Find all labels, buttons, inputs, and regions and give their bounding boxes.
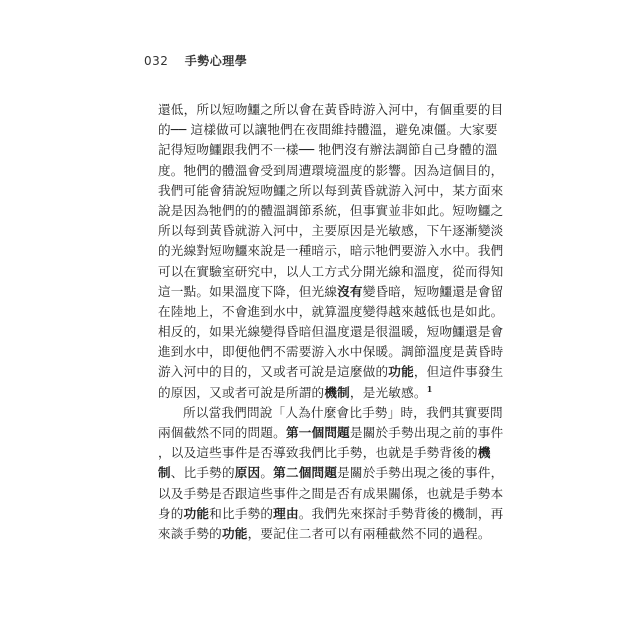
text-line: 我們可能會猜說短吻鱷之所以每到黃昏就游入河中，某方面來 (158, 182, 504, 198)
paragraph-2 (158, 403, 504, 544)
paragraph-1 (158, 100, 504, 403)
text-run: 是關於手勢出現之後的事件， (337, 465, 504, 481)
text-line (158, 383, 488, 403)
emphasis-text: 第二個問題 (273, 465, 338, 481)
emphasis-text: 機 (477, 445, 491, 461)
text-line (158, 282, 504, 302)
text-line (158, 463, 504, 483)
footnote-reference[interactable]: 1 (426, 383, 433, 394)
emphasis-text: 第一個問題 (285, 425, 350, 440)
emphasis-text: 機制 (324, 384, 350, 400)
emphasis-text: 功能 (221, 525, 248, 541)
emphasis-text: 原因 (234, 465, 261, 481)
text-line: 所以當我們問說「人為什麼會比手勢」時，我們其實要問 (183, 404, 503, 420)
text-line: 在陸地上，不會進到水中，就算溫度變得越來越低也是如此。 (158, 303, 504, 319)
text-run: 和比手勢的 (209, 505, 274, 521)
text-line: 所以每到黃昏就游入河中，主要原因是光敏感，下午逐漸變淡 (158, 223, 504, 239)
text-run: 。 (260, 465, 274, 481)
text-run: 兩個截然不同的問題。 (158, 425, 286, 440)
emphasis-text: 沒有 (337, 283, 363, 299)
emphasis-text: 制 (158, 465, 171, 481)
text-line: 度。牠們的體溫會受到周遭環境溫度的影響。因為這個目的， (158, 162, 504, 178)
text-line: 相反的，如果光線變得昏暗但溫度還是很溫暖，短吻鱷還是會 (158, 324, 504, 340)
text-run: ，以及這些事件是否導致我們比手勢，也就是手勢背後的 (158, 445, 478, 461)
text-run: ，但這件事發生 (413, 364, 504, 380)
text-line: 的光線對短吻鱷來說是一種暗示，暗示牠們要游入水中。我們 (158, 243, 504, 259)
page-number: 032 (144, 54, 169, 68)
text-line: 進到水中，即便他們不需要游入水中保暖。調節溫度是黃昏時 (158, 344, 504, 360)
text-run: 、比手勢的 (170, 465, 235, 481)
text-run: ，要記住二者可以有兩種截然不同的過程。 (247, 525, 491, 541)
emphasis-text: 理由 (273, 505, 299, 521)
text-line (158, 362, 504, 382)
text-run: 變昏暗，短吻鱷還是會留 (362, 283, 504, 299)
text-run: 這一點。如果溫度下降，但光線 (158, 283, 338, 299)
text-run: 是關於手勢出現之前的事件 (349, 425, 504, 440)
text-line: 以及手勢是否跟這些事件之間是否有成果關係，也就是手勢本 (158, 485, 504, 501)
text-run: 身的 (158, 505, 184, 521)
emphasis-text: 功能 (388, 364, 414, 380)
text-line: 記得短吻鱷跟我們不一樣── 牠們沒有辦法調節自己身體的溫 (158, 142, 498, 158)
running-header (144, 52, 247, 69)
text-run: 。我們先來探討手勢背後的機制，再 (298, 505, 504, 521)
text-line: 說是因為牠們的的體溫調節系統，但事實並非如此。短吻鱷之 (158, 202, 504, 218)
text-run: ，是光敏感。 (349, 384, 427, 400)
text-line (158, 423, 504, 443)
text-line: 還低，所以短吻鱷之所以會在黃昏時游入河中，有個重要的目 (158, 102, 504, 117)
text-line (158, 504, 504, 524)
text-run: 的原因，又或者可說是所謂的 (158, 384, 325, 400)
text-run: 來談手勢的 (158, 525, 222, 541)
emphasis-text: 功能 (183, 505, 210, 521)
body-text (158, 100, 504, 544)
text-line: 的── 這樣做可以讓牠們在夜間維持體溫，避免凍僵。大家要 (158, 122, 498, 138)
book-title: 手勢心理學 (184, 54, 248, 68)
text-run: 游入河中的目的，又或者可說是這麼做的 (158, 364, 389, 380)
text-line (158, 524, 491, 544)
text-line: 可以在實驗室研究中，以人工方式分開光線和溫度，從而得知 (158, 263, 504, 279)
text-line (158, 443, 491, 463)
